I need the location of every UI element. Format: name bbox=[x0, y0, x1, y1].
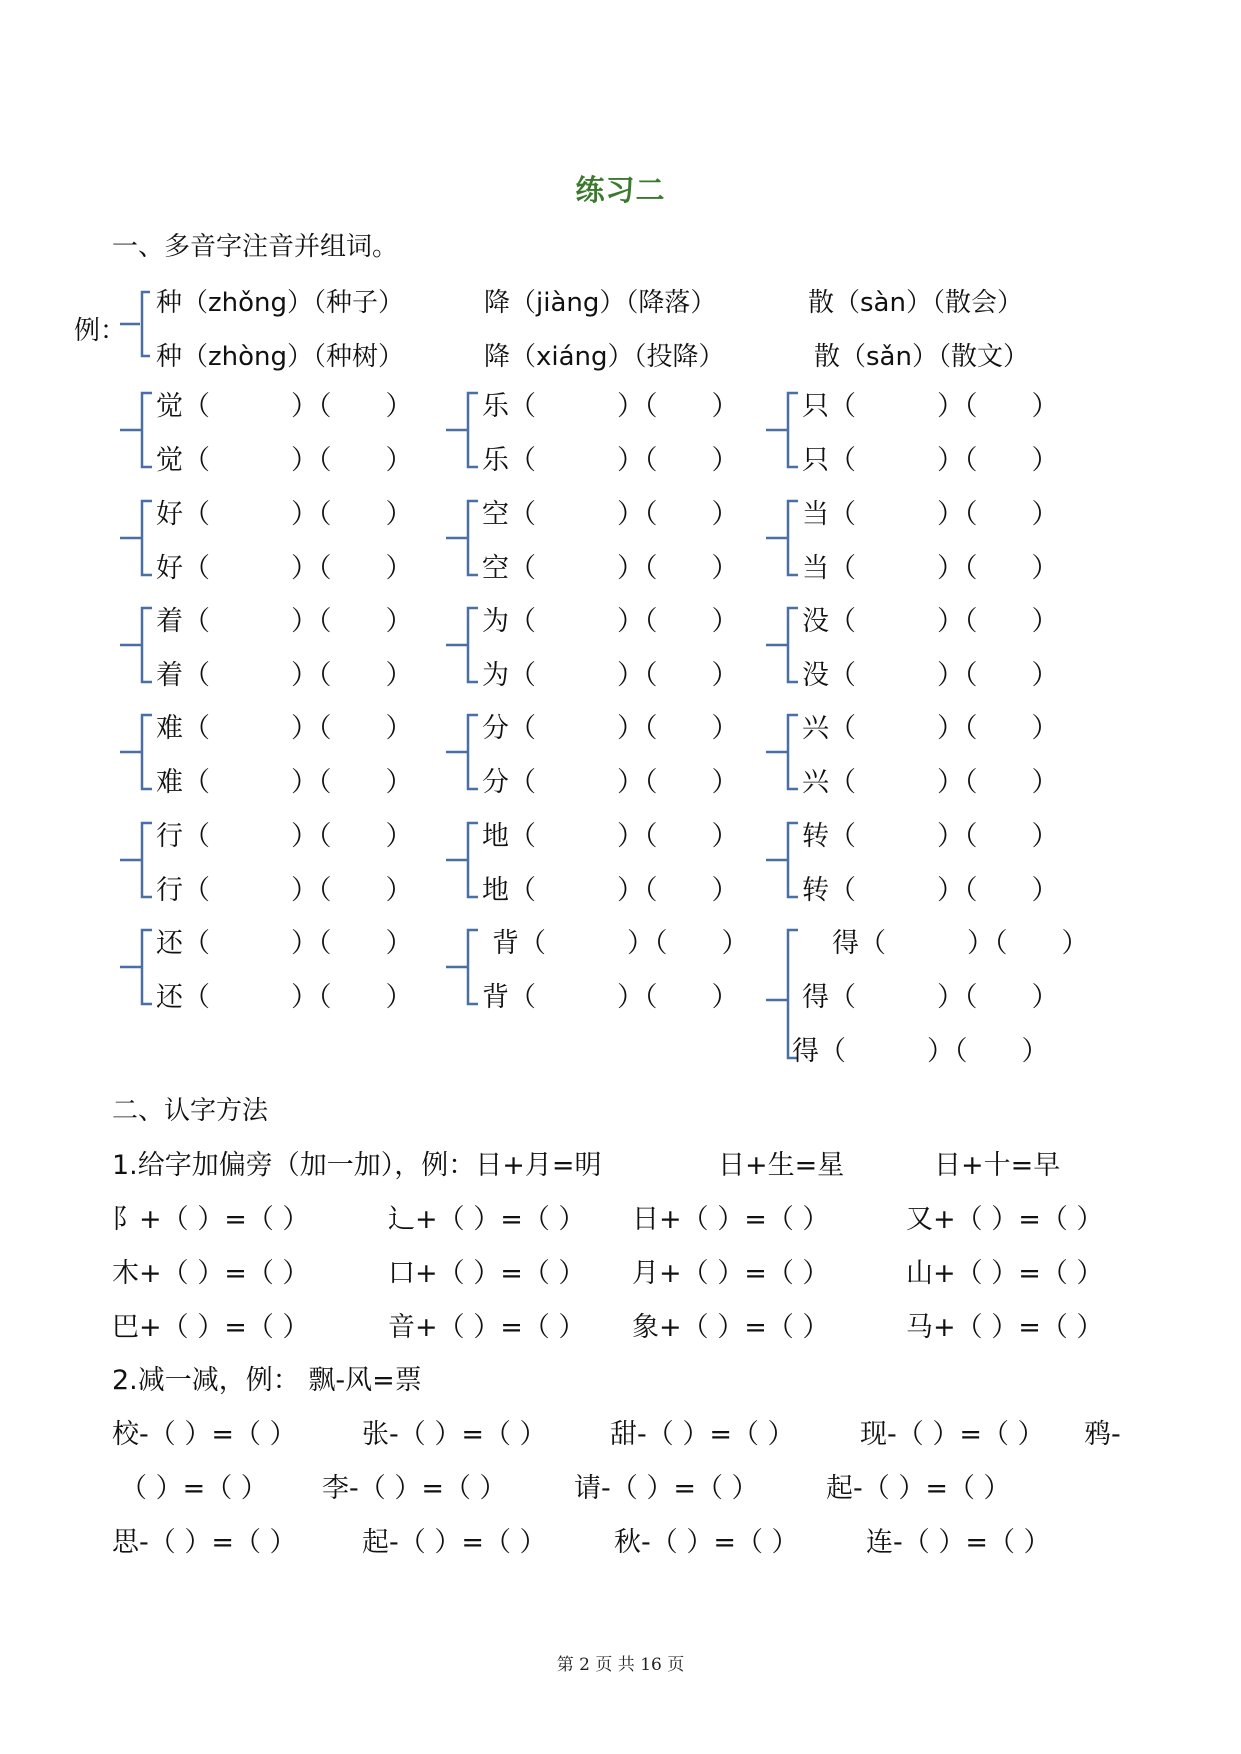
section1-heading: 一、多音字注音并组词。 bbox=[112, 232, 399, 262]
page-footer: 第 2 页 共 16 页 bbox=[556, 1655, 685, 1675]
example-1-bottom: 种（zhòng）（种树） bbox=[156, 342, 405, 372]
polyphone-entry[interactable]: 当（ ）（ ） bbox=[802, 499, 1059, 530]
brace-bracket bbox=[446, 498, 480, 578]
polyphone-entry[interactable]: 没（ ）（ ） bbox=[802, 606, 1059, 637]
subtract-item[interactable]: 思-（ ）=（ ） bbox=[112, 1527, 297, 1558]
add-radical-item[interactable]: 山+（ ）=（ ） bbox=[906, 1258, 1104, 1289]
polyphone-entry[interactable]: 当（ ）（ ） bbox=[802, 553, 1059, 584]
subtract-item[interactable]: 甜-（ ）=（ ） bbox=[610, 1419, 795, 1450]
page-title: 练习二 bbox=[575, 173, 666, 207]
subtract-item[interactable]: 张-（ ）=（ ） bbox=[362, 1419, 547, 1450]
example-3-top: 散（sàn）（散会） bbox=[808, 288, 1023, 318]
brace-bracket bbox=[120, 712, 154, 792]
subtract-item[interactable]: 现-（ ）=（ ） bbox=[860, 1419, 1045, 1450]
polyphone-entry[interactable]: 行（ ）（ ） bbox=[156, 875, 413, 906]
example-2-top: 降（jiàng）（降落） bbox=[484, 288, 717, 318]
subtract-item[interactable]: 连-（ ）=（ ） bbox=[866, 1527, 1051, 1558]
polyphone-entry[interactable]: 地（ ）（ ） bbox=[482, 821, 739, 852]
add-radical-item[interactable]: 日+（ ）=（ ） bbox=[632, 1204, 830, 1235]
brace-bracket bbox=[446, 927, 480, 1007]
add-radical-item[interactable]: 音+（ ）=（ ） bbox=[388, 1312, 586, 1343]
brace-bracket bbox=[120, 605, 154, 685]
brace-bracket bbox=[766, 498, 800, 578]
brace-bracket bbox=[766, 605, 800, 685]
polyphone-entry[interactable]: 空（ ）（ ） bbox=[482, 553, 739, 584]
section2-heading: 二、认字方法 bbox=[112, 1096, 269, 1126]
polyphone-entry[interactable]: 好（ ）（ ） bbox=[156, 499, 413, 530]
polyphone-entry[interactable]: 为（ ）（ ） bbox=[482, 660, 739, 691]
polyphone-entry[interactable]: 得（ ）（ ） bbox=[792, 1036, 1049, 1067]
add-radical-item[interactable]: 辶+（ ）=（ ） bbox=[388, 1204, 586, 1235]
brace-bracket bbox=[446, 390, 480, 470]
polyphone-entry[interactable]: 兴（ ）（ ） bbox=[802, 767, 1059, 798]
subtract-item[interactable]: （ ）=（ ） bbox=[120, 1473, 268, 1504]
polyphone-entry[interactable]: 还（ ）（ ） bbox=[156, 982, 413, 1013]
brace-bracket bbox=[120, 820, 154, 900]
add-radical-item[interactable]: 月+（ ）=（ ） bbox=[632, 1258, 830, 1289]
polyphone-entry[interactable]: 只（ ）（ ） bbox=[802, 445, 1059, 476]
polyphone-entry[interactable]: 兴（ ）（ ） bbox=[802, 713, 1059, 744]
part1-example-3: 日+十=早 bbox=[934, 1150, 1061, 1181]
polyphone-entry[interactable]: 行（ ）（ ） bbox=[156, 821, 413, 852]
polyphone-entry[interactable]: 乐（ ）（ ） bbox=[482, 445, 739, 476]
polyphone-entry[interactable]: 分（ ）（ ） bbox=[482, 767, 739, 798]
polyphone-entry[interactable]: 背（ ）（ ） bbox=[482, 982, 739, 1013]
polyphone-entry[interactable]: 觉（ ）（ ） bbox=[156, 391, 413, 422]
example-brace bbox=[118, 288, 152, 360]
polyphone-entry[interactable]: 好（ ）（ ） bbox=[156, 553, 413, 584]
brace-bracket bbox=[766, 390, 800, 470]
polyphone-entry[interactable]: 转（ ）（ ） bbox=[802, 821, 1059, 852]
add-radical-item[interactable]: 阝+（ ）=（ ） bbox=[112, 1204, 310, 1235]
subtract-item[interactable]: 起-（ ）=（ ） bbox=[362, 1527, 547, 1558]
polyphone-entry[interactable]: 觉（ ）（ ） bbox=[156, 445, 413, 476]
brace-bracket bbox=[120, 390, 154, 470]
subtract-item[interactable]: 起-（ ）=（ ） bbox=[826, 1473, 1011, 1504]
polyphone-entry[interactable]: 地（ ）（ ） bbox=[482, 875, 739, 906]
brace-bracket bbox=[446, 605, 480, 685]
part1-label: 1.给字加偏旁（加一加），例：日+月=明 bbox=[112, 1150, 602, 1181]
brace-bracket bbox=[120, 927, 154, 1007]
polyphone-entry[interactable]: 为（ ）（ ） bbox=[482, 606, 739, 637]
part1-example-2: 日+生=星 bbox=[718, 1150, 845, 1181]
add-radical-item[interactable]: 木+（ ）=（ ） bbox=[112, 1258, 310, 1289]
polyphone-entry[interactable]: 得（ ）（ ） bbox=[802, 982, 1059, 1013]
polyphone-entry[interactable]: 空（ ）（ ） bbox=[482, 499, 739, 530]
brace-bracket bbox=[766, 820, 800, 900]
polyphone-entry[interactable]: 得（ ）（ ） bbox=[832, 928, 1089, 959]
add-radical-item[interactable]: 又+（ ）=（ ） bbox=[906, 1204, 1104, 1235]
subtract-item[interactable]: 校-（ ）=（ ） bbox=[112, 1419, 297, 1450]
add-radical-item[interactable]: 象+（ ）=（ ） bbox=[632, 1312, 830, 1343]
subtract-item[interactable]: 秋-（ ）=（ ） bbox=[614, 1527, 799, 1558]
brace-bracket bbox=[446, 820, 480, 900]
brace-bracket bbox=[446, 712, 480, 792]
add-radical-item[interactable]: 口+（ ）=（ ） bbox=[388, 1258, 586, 1289]
example-2-bottom: 降（xiáng）（投降） bbox=[484, 342, 725, 372]
subtract-item[interactable]: 请-（ ）=（ ） bbox=[574, 1473, 759, 1504]
polyphone-entry[interactable]: 背（ ）（ ） bbox=[492, 928, 749, 959]
add-radical-item[interactable]: 巴+（ ）=（ ） bbox=[112, 1312, 310, 1343]
example-1-top: 种（zhǒng）（种子） bbox=[156, 288, 405, 318]
example-3-bottom: 散（sǎn）（散文） bbox=[814, 342, 1029, 372]
polyphone-entry[interactable]: 着（ ）（ ） bbox=[156, 660, 413, 691]
example-label: 例： bbox=[74, 316, 127, 346]
brace-bracket bbox=[766, 712, 800, 792]
polyphone-entry[interactable]: 分（ ）（ ） bbox=[482, 713, 739, 744]
polyphone-entry[interactable]: 转（ ）（ ） bbox=[802, 875, 1059, 906]
part2-label: 2.减一减，例： 飘-风=票 bbox=[112, 1365, 422, 1396]
subtract-item[interactable]: 李-（ ）=（ ） bbox=[322, 1473, 507, 1504]
polyphone-entry[interactable]: 着（ ）（ ） bbox=[156, 606, 413, 637]
polyphone-entry[interactable]: 难（ ）（ ） bbox=[156, 713, 413, 744]
polyphone-entry[interactable]: 还（ ）（ ） bbox=[156, 928, 413, 959]
polyphone-entry[interactable]: 没（ ）（ ） bbox=[802, 660, 1059, 691]
add-radical-item[interactable]: 马+（ ）=（ ） bbox=[906, 1312, 1104, 1343]
polyphone-entry[interactable]: 难（ ）（ ） bbox=[156, 767, 413, 798]
polyphone-entry[interactable]: 只（ ）（ ） bbox=[802, 391, 1059, 422]
subtract-item[interactable]: 鸦- bbox=[1084, 1419, 1121, 1450]
brace-bracket bbox=[120, 498, 154, 578]
polyphone-entry[interactable]: 乐（ ）（ ） bbox=[482, 391, 739, 422]
